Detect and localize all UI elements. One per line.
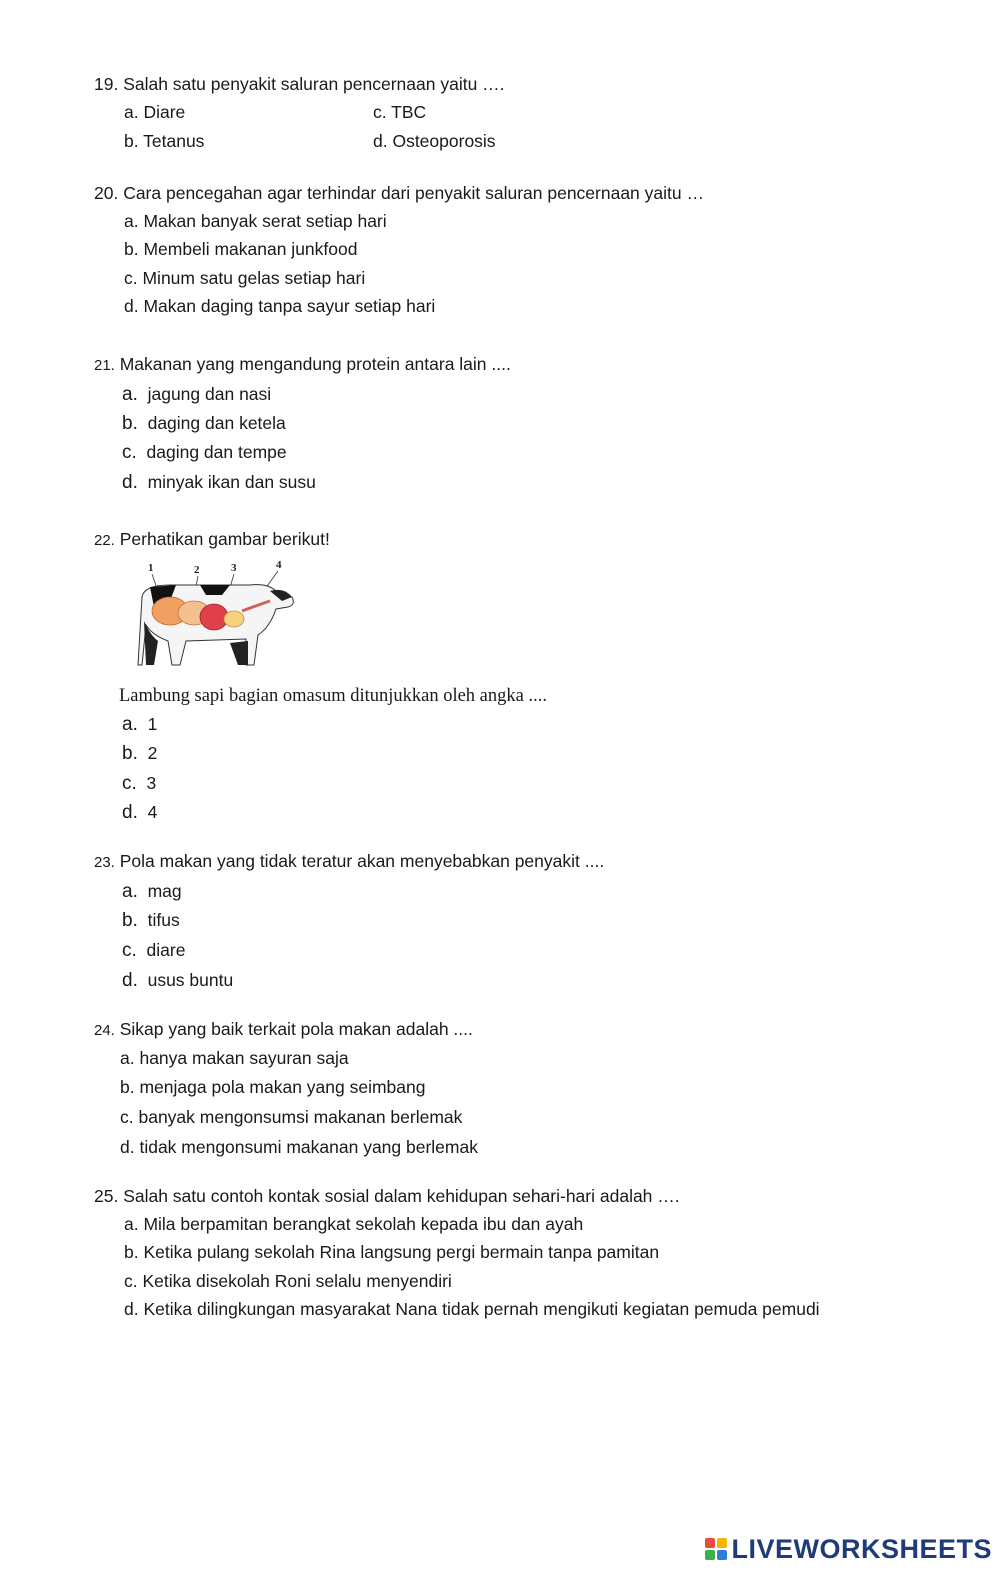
q20-option-a[interactable]: a. Makan banyak serat setiap hari xyxy=(124,211,387,231)
option-text: jagung dan nasi xyxy=(147,384,272,404)
q22-option-c[interactable] xyxy=(122,772,156,795)
option-text: daging dan tempe xyxy=(146,442,287,462)
option-letter: c. xyxy=(122,442,137,463)
option-text: mag xyxy=(147,881,182,901)
option-letter: b. xyxy=(122,743,138,764)
question-number: 24. xyxy=(94,1022,115,1039)
option-letter: b. xyxy=(122,413,138,434)
option-text: diare xyxy=(146,940,186,960)
question-25: 25. Salah satu contoh kontak sosial dalam kehidupan sehari-hari adalah …. xyxy=(94,1186,680,1206)
q23-option-a[interactable] xyxy=(122,880,182,903)
q24-option-a[interactable]: a. hanya makan sayuran saja xyxy=(120,1048,349,1068)
option-letter: a. xyxy=(122,714,138,735)
question-text: Sikap yang baik terkait pola makan adalah .... xyxy=(119,1019,473,1039)
question-number: 21. xyxy=(94,357,115,374)
q22-option-d[interactable] xyxy=(122,801,157,824)
q21-option-a[interactable] xyxy=(122,383,271,406)
q19-option-c[interactable]: c. TBC xyxy=(373,102,427,122)
q23-option-b[interactable] xyxy=(122,909,180,932)
question-19: 19. Salah satu penyakit saluran pencernaan yaitu …. xyxy=(94,74,505,94)
option-letter: c. xyxy=(122,940,137,961)
logo-text: LIVEWORKSHEETS xyxy=(731,1533,992,1564)
option-text: daging dan ketela xyxy=(147,413,286,433)
option-text: minyak ikan dan susu xyxy=(147,472,316,492)
option-letter: d. xyxy=(122,970,138,991)
q25-option-a[interactable]: a. Mila berpamitan berangkat sekolah kepada ibu dan ayah xyxy=(124,1214,584,1234)
option-letter: a. xyxy=(122,881,138,902)
q22-prompt: Lambung sapi bagian omasum ditunjukkan oleh angka .... xyxy=(119,686,547,706)
option-letter: d. xyxy=(122,802,138,823)
question-23 xyxy=(94,850,604,874)
liveworksheets-logo[interactable] xyxy=(705,1534,992,1564)
option-text: 1 xyxy=(147,714,158,734)
q25-option-c[interactable]: c. Ketika disekolah Roni selalu menyendiri xyxy=(124,1271,452,1291)
q24-option-c[interactable]: c. banyak mengonsumsi makanan berlemak xyxy=(120,1107,463,1127)
option-text: usus buntu xyxy=(147,970,234,990)
option-letter: d. xyxy=(122,472,138,493)
q19-option-b[interactable]: b. Tetanus xyxy=(124,131,205,151)
option-letter: a. xyxy=(122,384,138,405)
q22-option-a[interactable] xyxy=(122,713,157,736)
q20-option-c[interactable]: c. Minum satu gelas setiap hari xyxy=(124,268,366,288)
q21-option-b[interactable] xyxy=(122,412,286,435)
q22-option-b[interactable] xyxy=(122,742,157,765)
q21-option-d[interactable] xyxy=(122,471,316,494)
q19-option-d[interactable]: d. Osteoporosis xyxy=(373,131,496,151)
question-number: 22. xyxy=(94,532,115,549)
figure-label-3: 3 xyxy=(231,562,237,574)
option-letter: b. xyxy=(122,910,138,931)
option-text: 3 xyxy=(146,773,157,793)
question-text: Makanan yang mengandung protein antara lain .... xyxy=(119,354,511,374)
q24-option-d[interactable]: d. tidak mengonsumi makanan yang berlemak xyxy=(120,1137,478,1157)
question-number: 23. xyxy=(94,854,115,871)
cow-stomach-figure xyxy=(130,555,305,685)
q25-option-d[interactable]: d. Ketika dilingkungan masyarakat Nana tidak pernah mengikuti kegiatan pemuda pemudi xyxy=(124,1299,820,1319)
option-text: 2 xyxy=(147,743,158,763)
question-24 xyxy=(94,1018,473,1042)
q23-option-d[interactable] xyxy=(122,969,233,992)
option-text: 4 xyxy=(147,802,158,822)
figure-label-2: 2 xyxy=(194,564,200,576)
logo-mark-icon xyxy=(705,1538,727,1560)
q24-option-b[interactable]: b. menjaga pola makan yang seimbang xyxy=(120,1077,426,1097)
figure-label-4: 4 xyxy=(276,559,282,571)
q23-option-c[interactable] xyxy=(122,939,185,962)
question-20: 20. Cara pencegahan agar terhindar dari penyakit saluran pencernaan yaitu … xyxy=(94,183,704,203)
figure-label-1: 1 xyxy=(148,562,154,574)
option-letter: c. xyxy=(122,773,137,794)
question-text: Perhatikan gambar berikut! xyxy=(119,529,330,549)
q20-option-b[interactable]: b. Membeli makanan junkfood xyxy=(124,239,358,259)
q19-option-a[interactable]: a. Diare xyxy=(124,102,186,122)
question-21 xyxy=(94,353,511,377)
q25-option-b[interactable]: b. Ketika pulang sekolah Rina langsung pergi bermain tanpa pamitan xyxy=(124,1242,660,1262)
question-text: Pola makan yang tidak teratur akan menyebabkan penyakit .... xyxy=(119,851,605,871)
q20-option-d[interactable]: d. Makan daging tanpa sayur setiap hari xyxy=(124,296,436,316)
q21-option-c[interactable] xyxy=(122,441,287,464)
option-text: tifus xyxy=(147,910,180,930)
question-22 xyxy=(94,528,330,552)
